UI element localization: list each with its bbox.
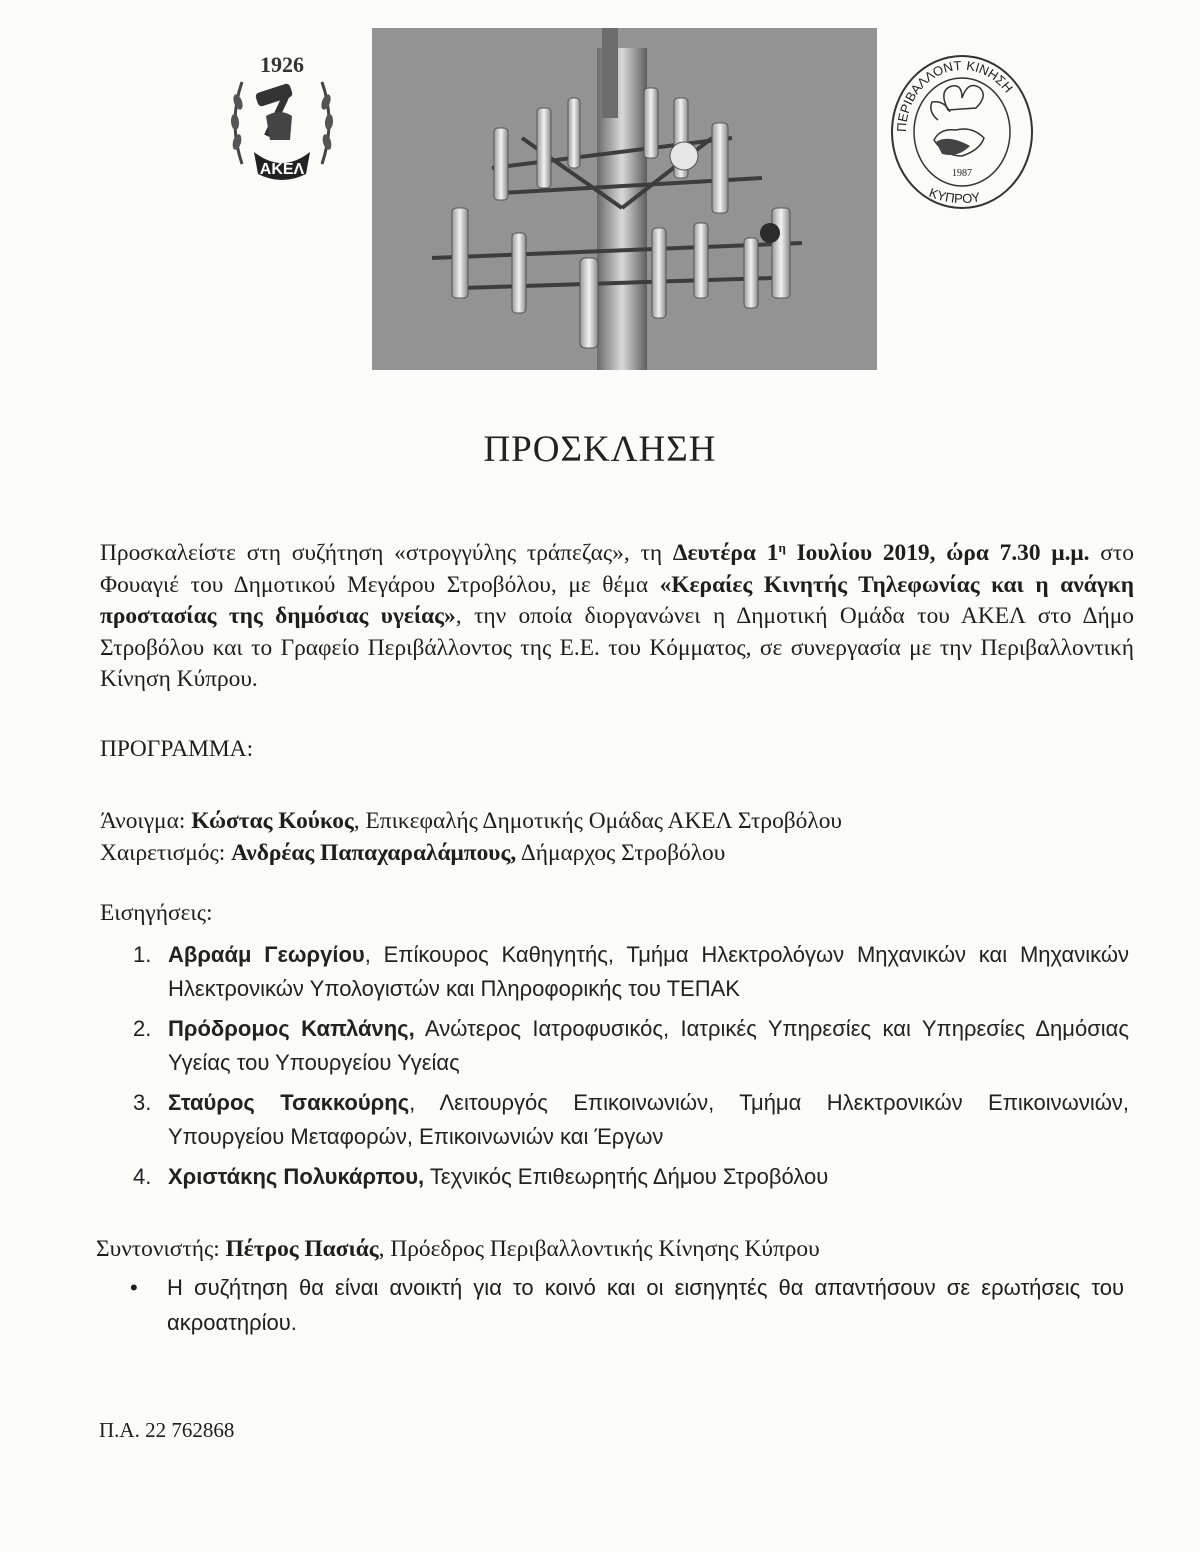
speaker-name: Αβραάμ Γεωργίου [168,942,365,967]
svg-text:ΚΙΝΗΣΗ [965,58,1015,96]
environmental-movement-logo [888,50,1036,210]
greeting-line: Χαιρετισμός: Ανδρέας Παπαχαραλάμπους, Δήμαρχος Στροβόλου [100,840,726,866]
akel-logo-year: 1926 [260,52,304,77]
svg-text:ΠΕΡΙΒΑΛΛΟΝΤΙΚΗ [888,50,962,132]
greeting-speaker: Ανδρέας Παπαχαραλάμπους, [231,840,517,866]
speakers-heading: Εισηγήσεις: [100,900,213,926]
speaker-name: Χριστάκης Πολυκάρπου, [168,1164,425,1189]
bullet-icon: • [130,1275,138,1300]
speaker-name: Σταύρος Τσακκούρης [168,1090,410,1115]
logo-year: 1987 [952,168,972,179]
opening-speaker: Κώστας Κούκος [191,808,354,834]
list-item: 1. Αβραάμ Γεωργίου, Επίκουρος Καθηγητής, Τμήμα Ηλεκτρολόγων Μηχανικών και Μηχανικών Ηλεκτρονικών Υπολογιστών και Πληροφορικής του ΤΕΠΑΚ [133,942,1129,1001]
logo-text-top: ΠΕΡΙΒΑΛΛΟΝΤ [893,57,963,133]
speakers-list [133,938,1129,1200]
list-item: 4. Χριστάκης Πολυκάρπου, Τεχνικός Επιθεωρητής Δήμου Στροβόλου [133,1164,829,1189]
page-title: ΠΡΟΣΚΛΗΣΗ [483,429,717,470]
logo-text-bottom: ΚΥΠΡΟΥ [927,184,982,207]
contact-phone: Π.Α. 22 762868 [99,1418,235,1442]
logo-text-side: ΚΙΝΗΣΗ [965,57,1016,96]
moderator-line: Συντονιστής: Πέτρος Πασιάς, Πρόεδρος Περιβαλλοντικής Κίνησης Κύπρου [96,1236,820,1262]
event-topic: «Κεραίες Κινητής Τηλεφωνίας και η ανάγκη προστασίας της δημόσιας υγείας» [100,571,1134,629]
public-note [130,1270,1124,1340]
list-item: 3. Σταύρος Τσακκούρης, Λειτουργός Επικοινωνιών, Τμήμα Ηλεκτρονικών Επικοινωνιών, Υπουργείου Μεταφορών, Επικοινωνιών και Έργων [133,1090,1129,1149]
akel-logo [222,42,342,202]
speaker-name: Πρόδρομος Καπλάνης, [168,1016,415,1041]
intro-text-1: Προσκαλείστε στη συζήτηση «στρογγύλης τράπεζας», τη [100,540,673,566]
programme-heading: ΠΡΟΓΡΑΜΜΑ: [100,736,254,762]
note-text: Η συζήτηση θα είναι ανοικτή για το κοινό και οι εισηγητές θα απαντήσουν σε ερωτήσεις του ακροατηρίου. [167,1275,1124,1335]
event-date: Δευτέρα $1^\eta$ Ιουλίου 2019, ώρα 7.30 μ.μ. [672,540,1090,566]
intro-paragraph [100,538,1134,696]
intro-text-3: , την οποία διοργανώνει η Δημοτική Ομάδα του ΑΚΕΛ στο Δήμο Στροβόλου και το Γραφείο Περιβάλλοντος της Ε.Ε. του Κόμματος, σε συνεργασία με την Περιβαλλοντική Κίνηση Κύπρου. [100,603,1135,692]
opening-line: Άνοιγμα: Κώστας Κούκος, Επικεφαλής Δημοτικής Ομάδας ΑΚΕΛ Στροβόλου [100,808,842,834]
moderator-name: Πέτρος Πασιάς [225,1236,379,1262]
list-item: 2. Πρόδρομος Καπλάνης, Ανώτερος Ιατροφυσικός, Ιατρικές Υπηρεσίες και Υπηρεσίες Δημόσιας Υγείας του Υπουργείου Υγείας [133,1016,1129,1075]
antenna-tower-photo [372,28,877,370]
intro-text-2: στο Φουαγιέ του Δημοτικού Μεγάρου Στροβόλου, με θέμα [100,540,1134,598]
akel-logo-name: ΑΚΕΛ [259,161,305,178]
